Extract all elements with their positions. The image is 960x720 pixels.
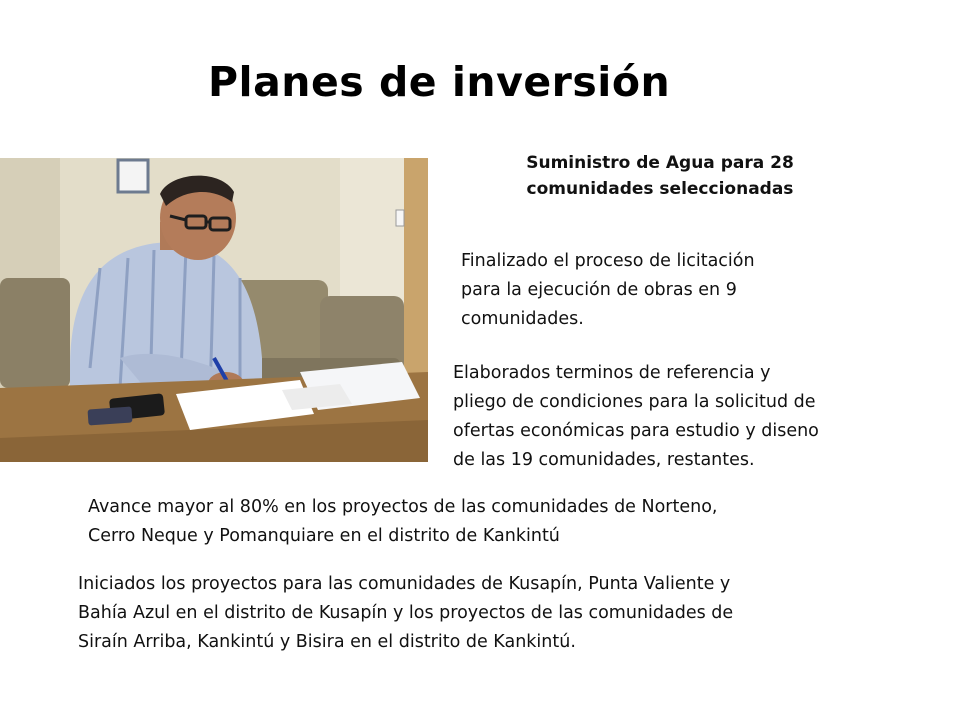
- paragraph-iniciados: Iniciados los proyectos para las comunidades de Kusapín, Punta Valiente y Bahía Azul en el distrito de Kusapín y los proyectos de las comunidades de Siraín Arriba, Kankintú y Bisira en el distrito de Kankintú.: [78, 574, 734, 652]
- signing-photo: [0, 158, 428, 462]
- paragraph-avance: Avance mayor al 80% en los proyectos de las comunidades de Norteno, Cerro Neque y Pomanquiare en el distrito de Kankintú: [88, 497, 718, 546]
- slide-subtitle: Suministro de Agua para 28 comunidades seleccionadas: [526, 153, 794, 199]
- slide-title: Planes de inversión: [208, 58, 671, 106]
- paragraph-licitacion: Finalizado el proceso de licitación para la ejecución de obras en 9 comunidades.: [461, 251, 755, 329]
- paragraph-terminos: Elaborados terminos de referencia y pliego de condiciones para la solicitud de ofertas económicas para estudio y diseno de las 19 comunidades, restantes.: [453, 363, 819, 470]
